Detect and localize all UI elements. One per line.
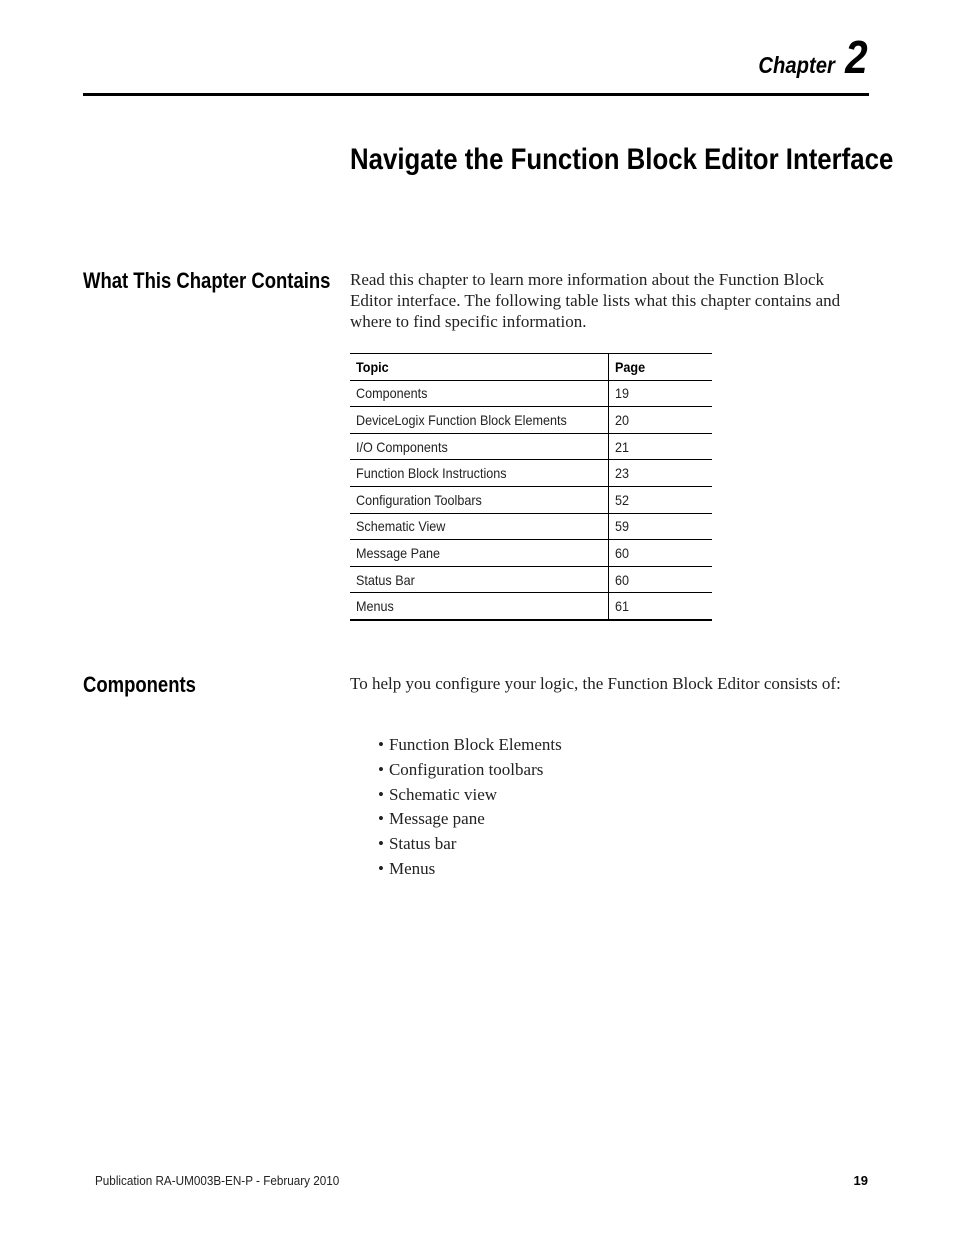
list-item: • Menus <box>378 857 562 882</box>
table-row <box>350 407 712 434</box>
section-intro-components: To help you configure your logic, the Function Block Editor consists of: <box>350 674 841 693</box>
list-item: • Function Block Elements <box>378 733 562 758</box>
topic-cell: Message Pane <box>350 540 609 567</box>
page-cell: 23 <box>609 460 713 487</box>
topic-cell: Configuration Toolbars <box>350 486 609 513</box>
list-item: • Status bar <box>378 832 562 857</box>
table-row <box>350 566 712 593</box>
table-header-row <box>350 354 712 381</box>
topic-cell: I/O Components <box>350 433 609 460</box>
table-row <box>350 433 712 460</box>
page-cell: 60 <box>609 566 713 593</box>
topic-cell: DeviceLogix Function Block Elements <box>350 407 609 434</box>
list-item: • Message pane <box>378 807 562 832</box>
header-rule <box>83 93 869 96</box>
column-header-page: Page <box>609 354 713 381</box>
topic-cell: Menus <box>350 593 609 620</box>
topic-cell: Schematic View <box>350 513 609 540</box>
page-cell: 59 <box>609 513 713 540</box>
page-cell: 20 <box>609 407 713 434</box>
components-list <box>378 733 562 882</box>
table-row <box>350 460 712 487</box>
section-intro-chapter-contents: Read this chapter to learn more information about the Function Block Editor interface. The following table lists what this chapter contains and where to find specific information. <box>350 270 841 331</box>
section-heading-components: Components <box>83 672 196 697</box>
page-cell: 21 <box>609 433 713 460</box>
page-number: 19 <box>853 1173 868 1188</box>
table-row <box>350 486 712 513</box>
page-title: Navigate the Function Block Editor Interface <box>350 143 894 176</box>
table-row <box>350 513 712 540</box>
chapter-label: Chapter <box>757 52 835 78</box>
topics-table <box>350 353 712 621</box>
column-header-topic: Topic <box>350 354 609 381</box>
topic-cell: Status Bar <box>350 566 609 593</box>
topic-cell: Components <box>350 380 609 407</box>
list-item: • Schematic view <box>378 783 562 808</box>
table-row <box>350 380 712 407</box>
topic-cell: Function Block Instructions <box>350 460 609 487</box>
chapter-number: 2 <box>845 31 868 83</box>
page-cell: 60 <box>609 540 713 567</box>
list-item: • Configuration toolbars <box>378 758 562 783</box>
page-cell: 19 <box>609 380 713 407</box>
table-row <box>350 540 712 567</box>
page-cell: 61 <box>609 593 713 620</box>
section-heading-chapter-contents: What This Chapter Contains <box>83 268 331 293</box>
table-row <box>350 593 712 620</box>
chapter-header <box>748 31 869 83</box>
page-cell: 52 <box>609 486 713 513</box>
publication-footer: Publication RA-UM003B-EN-P - February 2010 <box>95 1173 340 1188</box>
